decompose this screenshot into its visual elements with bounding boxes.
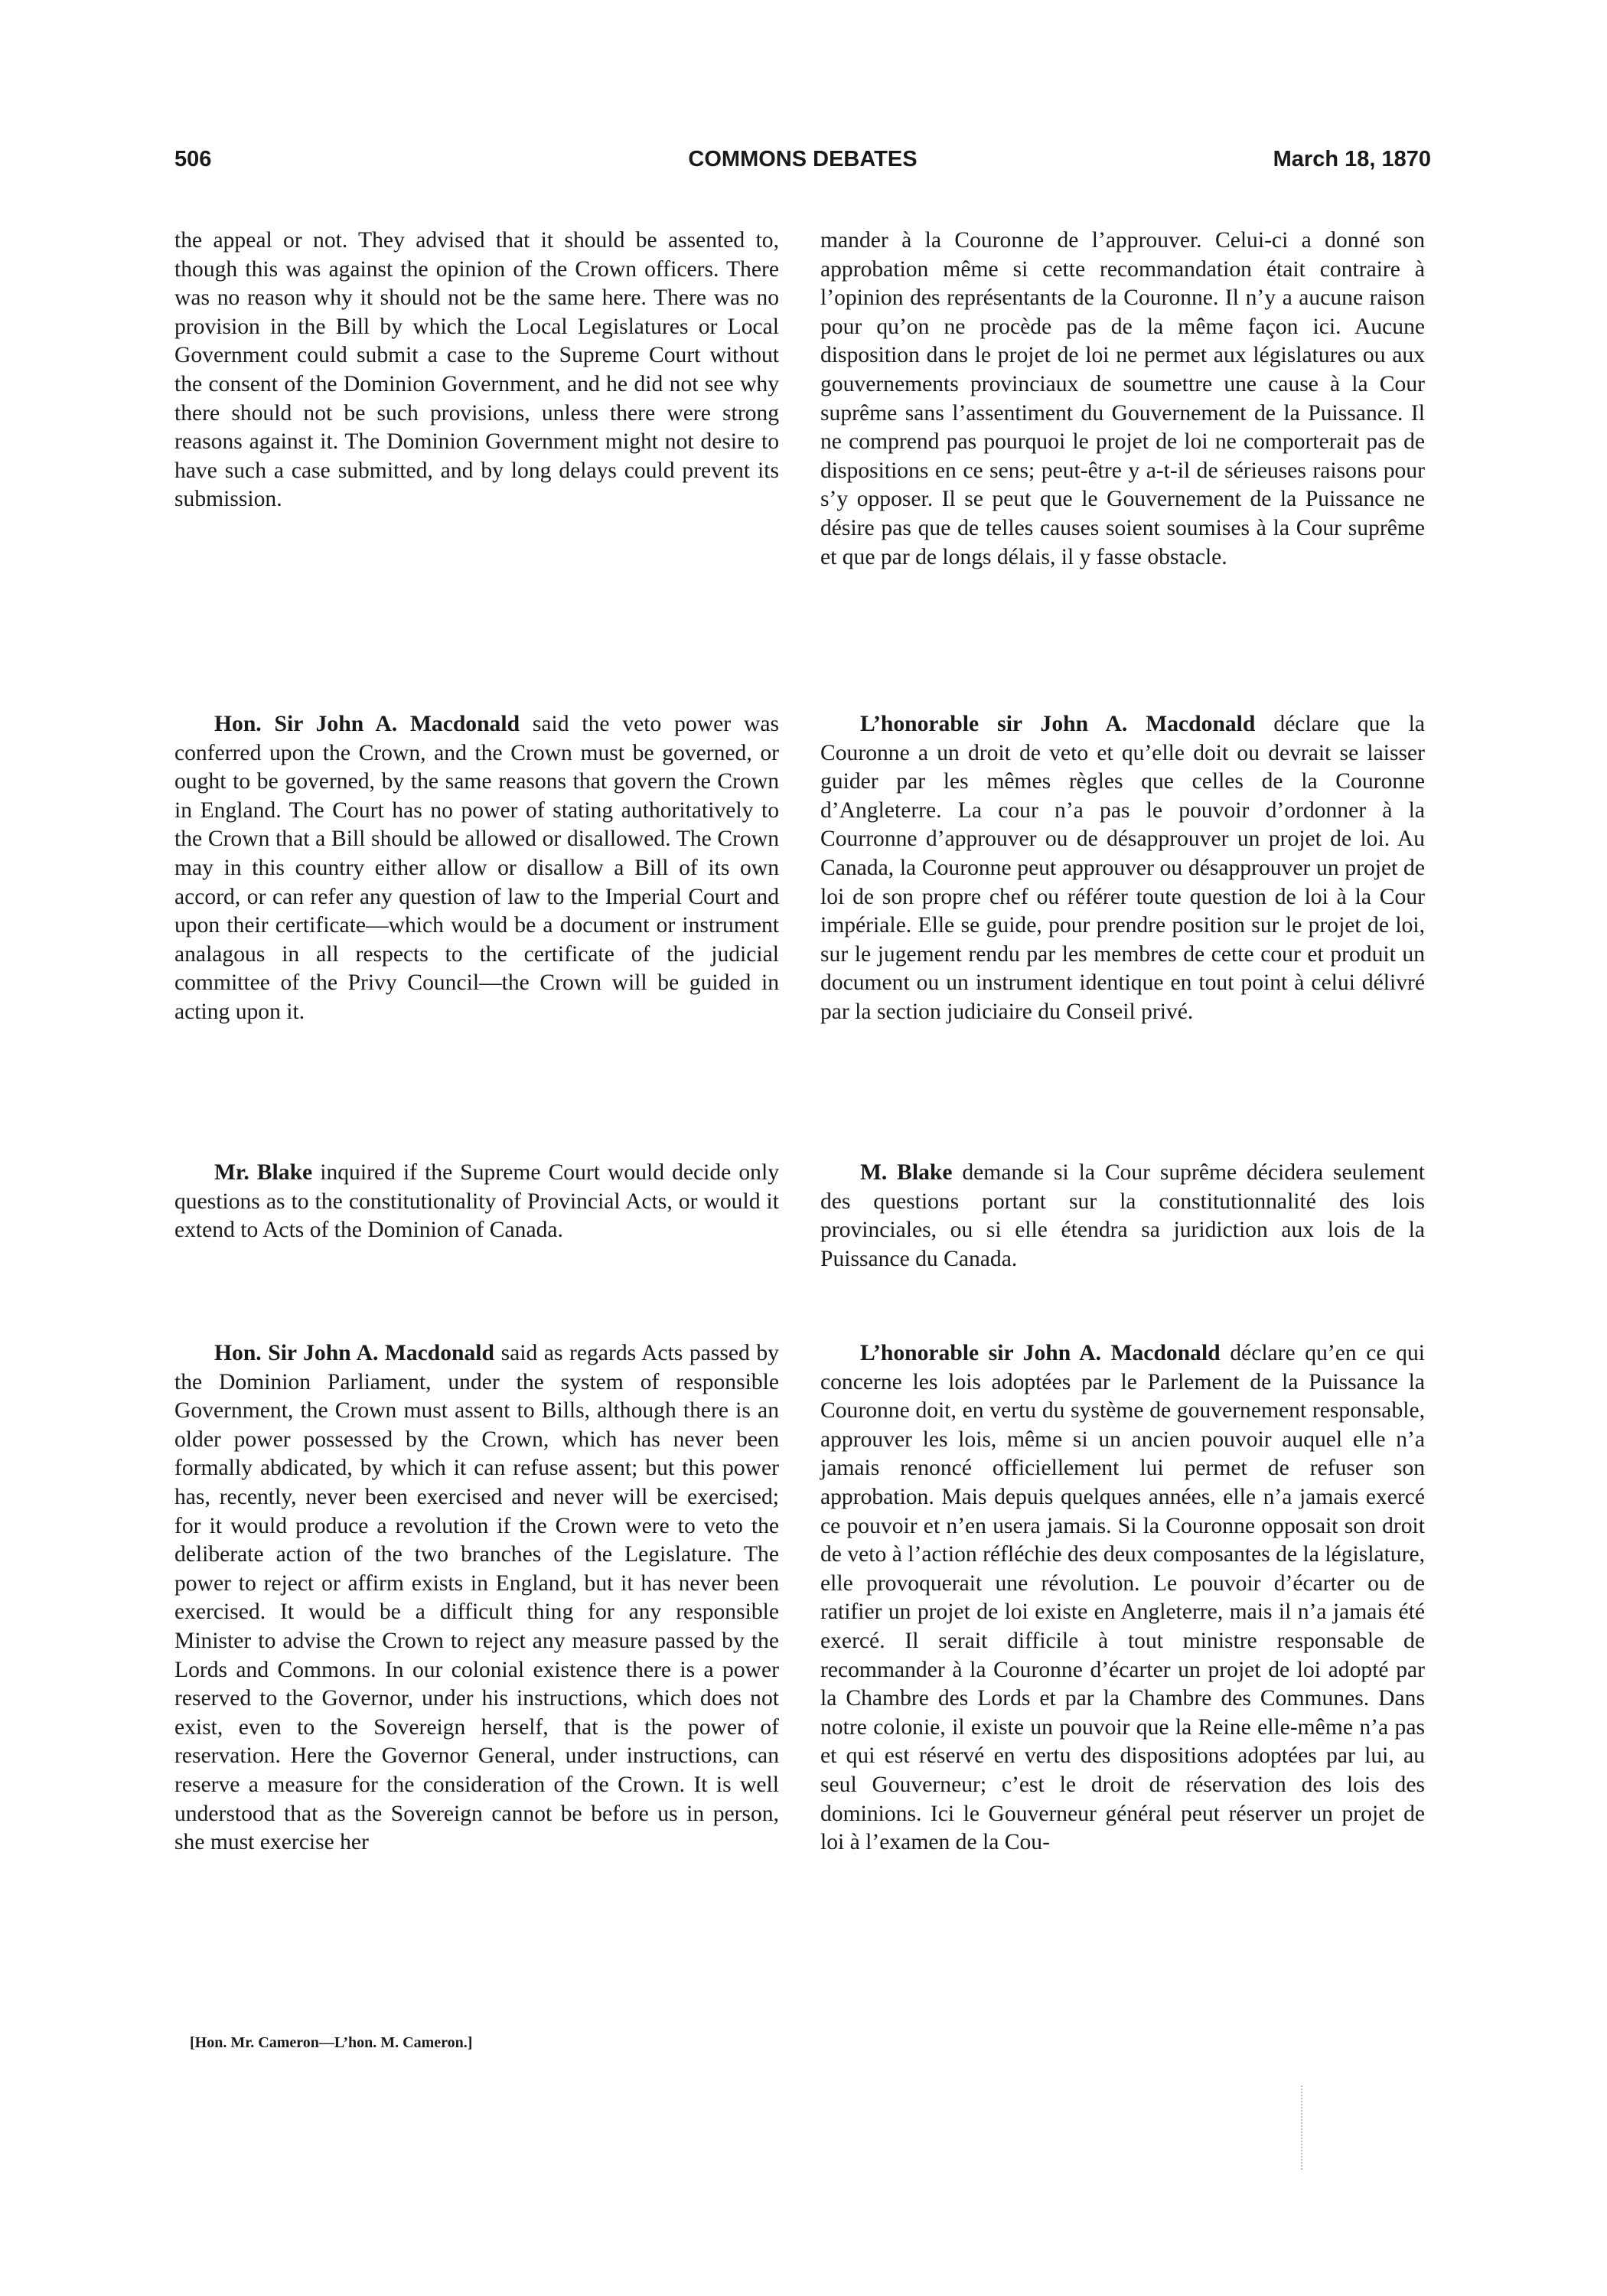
french-paragraph: L’honorable sir John A. Macdonald déclare que la Couronne a un droit de veto et qu’elle doit ou devrait se laisser guider par les mêmes règles que celles de la Couronne d’Angleterre. La cour n’a pas le pouvoir d’ordonner à la Courronne d’approuver ou de désapprouver un projet de loi. Au Canada, la Couronne peut approuver ou désapprouver un projet de loi de son propre chef ou référer toute question de loi à la Cour impériale. Elle se guide, pour prendre position sur le projet de loi, sur le jugement rendu par les membres de cette cour et produit un document ou un instrument identique en tout point à celui délivré par la section judiciaire du Conseil privé. [820, 712, 1425, 1024]
footnote: [Hon. Mr. Cameron—L’hon. M. Cameron.] [190, 2034, 473, 2051]
english-paragraph: the appeal or not. They advised that it should be assented to, though this was against the opinion of the Crown officers. There was no reason why it should not be the same here. There was no provision in the Bill by which the Local Legislatures or Local Government could submit a case to the Supreme Court without the consent of the Dominion Government, and he did not see why there should not be such provisions, unless there were strong reasons against it. The Dominion Government might not desire to have such a case submitted, and by long delays could prevent its submission. [174, 228, 779, 512]
english-paragraph: Hon. Sir John A. Macdonald said as regards Acts passed by the Dominion Parliament, under the system of responsible Government, the Crown must assent to Bills, although there is an older power possessed by the Crown, which has never been formally abdicated, by which it can refuse assent; but this power has, recently, never been exercised and never will be exercised; for it would produce a revolution if the Crown were to veto the deliberate action of the two branches of the Legislature. The power to reject or affirm exists in England, but it has never been exercised. It would be a difficult thing for any responsible Minister to advise the Crown to reject any measure passed by the Lords and Commons. In our colonial existence there is a power reserved to the Governor, under his instructions, which does not exist, even to the Sovereign herself, that is the power of reservation. Here the Governor General, under instructions, can reserve a measure for the consideration of the Crown. It is well understood that as the Sovereign cannot be before us in person, she must exercise her [174, 1341, 779, 1855]
page-header [174, 147, 1431, 185]
page-number: 506 [174, 147, 212, 171]
english-paragraph: Mr. Blake inquired if the Supreme Court would decide only questions as to the constitutionality of Provincial Acts, or would it extend to Acts of the Dominion of Canada. [174, 1160, 779, 1243]
speaker-name: L’honorable sir John A. Macdonald [860, 712, 1256, 736]
french-paragraph: mander à la Couronne de l’approuver. Celui-ci a donné son approbation même si cette recommandation était contraire à l’opinion des représentants de la Couronne. Il n’y a aucune raison pour qu’on ne procède pas de la même façon ici. Aucune disposition dans le projet de loi ne permet aux législatures ou aux gouvernements provinciaux de soumettre une cause à la Cour suprême sans l’assentiment du Gouvernement de la Puissance. Il ne comprend pas pourquoi le projet de loi ne comporterait pas de dispositions en ce sens; peut-être y a-t-il de sérieuses raisons pour s’y opposer. Il se peut que le Gouvernement de la Puissance ne désire pas que de telles causes soient soumises à la Cour suprême et que par de longs délais, il y fasse obstacle. [820, 228, 1425, 569]
speaker-name: Hon. Sir John A. Macdonald [214, 712, 520, 736]
publication-title: COMMONS DEBATES [688, 147, 918, 171]
page-date: March 18, 1870 [1273, 147, 1431, 171]
speaker-name: Mr. Blake [214, 1160, 313, 1185]
french-paragraph: L’honorable sir John A. Macdonald déclare qu’en ce qui concerne les lois adoptées par le Parlement de la Puissance la Couronne doit, en vertu du système de gouvernement responsable, approuver les lois, même si un ancien pouvoir auquel elle n’a jamais renoncé officiellement lui permet de refuser son approbation. Mais depuis quelques années, elle n’a jamais exercé ce pouvoir et n’en usera jamais. Si la Couronne opposait son droit de veto à l’action réfléchie des deux composantes de la législature, elle provoquerait une révolution. Le pouvoir d’écarter ou de ratifier un projet de loi existe en Angleterre, mais il n’a jamais été exercé. Il serait difficile à tout ministre responsable de recommander à la Couronne d’écarter un projet de loi adopté par la Chambre des Lords et par la Chambre des Communes. Dans notre colonie, il existe un pouvoir que la Reine elle-même n’a pas et qui est réservé en vertu des dispositions adoptées par lui, au seul Gouverneur; c’est le droit de réservation des lois des dominions. Ici le Gouverneur général peut réserver un projet de loi à l’examen de la Cou- [820, 1341, 1425, 1855]
english-paragraph: Hon. Sir John A. Macdonald said the veto power was conferred upon the Crown, and the Crown must be governed, or ought to be governed, by the same reasons that govern the Crown in England. The Court has no power of stating authoritatively to the Crown that a Bill should be allowed or disallowed. The Crown may in this country either allow or disallow a Bill of its own accord, or can refer any question of law to the Imperial Court and upon their certificate—which would be a document or instrument analagous in all respects to the certificate of the judicial committee of the Privy Council—the Crown will be guided in acting upon it. [174, 712, 779, 1024]
scan-artifact [1301, 2086, 1304, 2170]
french-paragraph: M. Blake demande si la Cour suprême décidera seulement des questions portant sur la constitutionnalité des lois provinciales, ou si elle étendra sa juridiction aux lois de la Puissance du Canada. [820, 1160, 1425, 1271]
speaker-name: Hon. Sir John A. Macdonald [214, 1341, 494, 1365]
speaker-name: L’honorable sir John A. Macdonald [860, 1341, 1221, 1365]
speaker-name: M. Blake [860, 1160, 953, 1185]
